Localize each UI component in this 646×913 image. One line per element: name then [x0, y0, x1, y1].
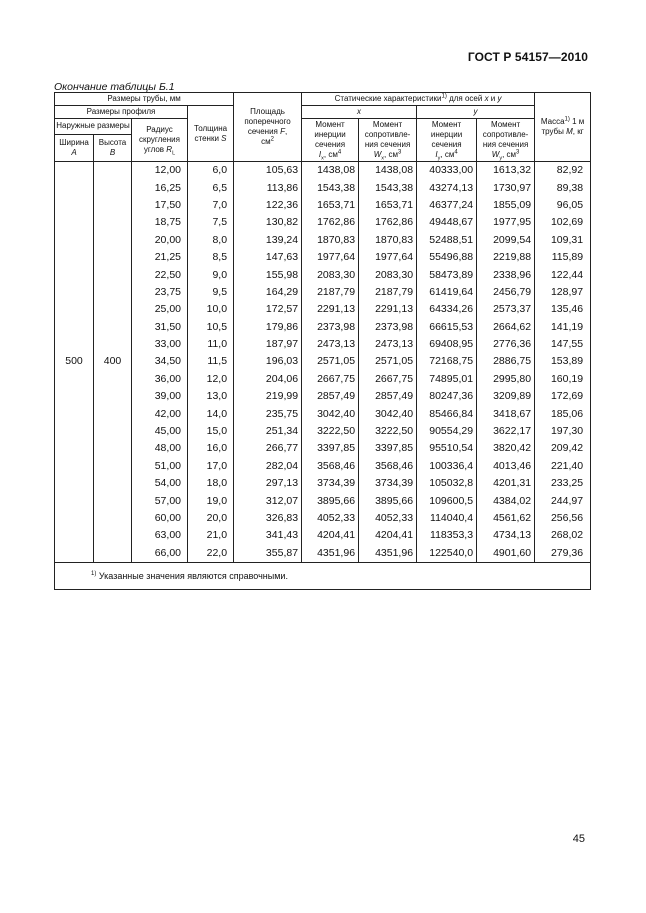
table-cell: 128,97	[535, 284, 591, 301]
table-cell: 3734,39	[302, 475, 359, 492]
table-row	[55, 458, 591, 475]
table-cell: 2857,49	[302, 388, 359, 405]
outer-dimensions-header: Наружные размеры	[55, 119, 132, 135]
table-cell: 244,97	[535, 492, 591, 509]
inertia-x-header: Момент инерции сечения $I_x$, $см^4$	[302, 119, 359, 162]
table-cell: 6,0	[188, 162, 234, 180]
table-cell: 2187,79	[302, 284, 359, 301]
table-cell: 1730,97	[477, 179, 535, 196]
table-cell: 3622,17	[477, 423, 535, 440]
table-cell: 312,07	[234, 492, 302, 509]
table-row	[55, 249, 591, 266]
table-cell: 66,00	[132, 545, 188, 563]
table-cell: 89,38	[535, 179, 591, 196]
table-row	[55, 301, 591, 318]
table-row	[55, 475, 591, 492]
page-number: 45	[572, 833, 585, 845]
table-cell: 7,5	[188, 214, 234, 231]
table-cell: 64334,26	[417, 301, 477, 318]
table-row	[55, 214, 591, 231]
table-cell: 20,0	[188, 510, 234, 527]
table-cell: 1653,71	[302, 197, 359, 214]
table-cell: 2338,96	[477, 266, 535, 283]
table-cell: 82,92	[535, 162, 591, 180]
table-row	[55, 336, 591, 353]
table-cell: 60,00	[132, 510, 188, 527]
table-body	[55, 162, 591, 563]
table-cell: 80247,36	[417, 388, 477, 405]
table-cell: 256,56	[535, 510, 591, 527]
table-cell: 19,0	[188, 492, 234, 509]
table-cell: 21,25	[132, 249, 188, 266]
table-cell: 31,50	[132, 319, 188, 336]
table-cell: 48,00	[132, 440, 188, 457]
table-cell: 2667,75	[302, 371, 359, 388]
table-cell: 4901,60	[477, 545, 535, 563]
table-cell: 2571,05	[302, 353, 359, 370]
table-cell: 2373,98	[359, 319, 417, 336]
table-cell: 2373,98	[302, 319, 359, 336]
table-cell: 102,69	[535, 214, 591, 231]
table-cell: 2573,37	[477, 301, 535, 318]
table-cell: 69408,95	[417, 336, 477, 353]
table-row	[55, 197, 591, 214]
table-cell: 13,0	[188, 388, 234, 405]
table-cell: 105032,8	[417, 475, 477, 492]
inertia-y-header: Момент инерции сечения $I_y$, $см^4$	[417, 119, 477, 162]
table-cell: 100336,4	[417, 458, 477, 475]
table-cell: 8,0	[188, 232, 234, 249]
area-header: Площадь поперечного сечения F, $см^2$	[234, 93, 302, 162]
table-cell: 3042,40	[302, 405, 359, 422]
table-cell: 141,19	[535, 319, 591, 336]
table-row	[55, 371, 591, 388]
table-cell: 3820,42	[477, 440, 535, 457]
table-cell: 2291,13	[302, 301, 359, 318]
table-cell: 4052,33	[302, 510, 359, 527]
table-cell: 113,86	[234, 179, 302, 196]
table-cell: 58473,89	[417, 266, 477, 283]
table-cell: 153,89	[535, 353, 591, 370]
table-cell: 297,13	[234, 475, 302, 492]
table-cell: 2664,62	[477, 319, 535, 336]
table-cell: 7,0	[188, 197, 234, 214]
table-cell: 46377,24	[417, 197, 477, 214]
table-cell: 21,0	[188, 527, 234, 544]
width-header: Ширина A	[55, 134, 94, 161]
table-cell: 233,25	[535, 475, 591, 492]
table-cell: 90554,29	[417, 423, 477, 440]
table-cell: 18,75	[132, 214, 188, 231]
table-cell: 115,89	[535, 249, 591, 266]
width-value: 500	[55, 162, 94, 563]
table-cell: 197,30	[535, 423, 591, 440]
table-cell: 204,06	[234, 371, 302, 388]
table-cell: 268,02	[535, 527, 591, 544]
table-cell: 4052,33	[359, 510, 417, 527]
table-cell: 3418,67	[477, 405, 535, 422]
table-cell: 3568,46	[302, 458, 359, 475]
table-cell: 49448,67	[417, 214, 477, 231]
table-cell: 266,77	[234, 440, 302, 457]
table-cell: 4351,96	[359, 545, 417, 563]
table-cell: 2083,30	[302, 266, 359, 283]
table-cell: 2456,79	[477, 284, 535, 301]
table-row	[55, 319, 591, 336]
table-cell: 12,00	[132, 162, 188, 180]
table-cell: 11,5	[188, 353, 234, 370]
table-cell: 187,97	[234, 336, 302, 353]
table-cell: 1870,83	[302, 232, 359, 249]
table-cell: 1977,64	[302, 249, 359, 266]
table-cell: 235,75	[234, 405, 302, 422]
mass-header: Масса$^{1)}$ 1 м трубы M, кг	[535, 93, 591, 162]
table-cell: 52488,51	[417, 232, 477, 249]
table-cell: 33,00	[132, 336, 188, 353]
table-cell: 2473,13	[359, 336, 417, 353]
table-cell: 20,00	[132, 232, 188, 249]
table-cell: 40333,00	[417, 162, 477, 180]
table-cell: 72168,75	[417, 353, 477, 370]
table-cell: 66615,53	[417, 319, 477, 336]
standard-code: ГОСТ Р 54157—2010	[467, 50, 588, 64]
table-cell: 16,25	[132, 179, 188, 196]
table-cell: 2291,13	[359, 301, 417, 318]
table-cell: 1653,71	[359, 197, 417, 214]
table-cell: 341,43	[234, 527, 302, 544]
table-cell: 4384,02	[477, 492, 535, 509]
table-cell: 36,00	[132, 371, 188, 388]
table-cell: 2187,79	[359, 284, 417, 301]
table-cell: 2667,75	[359, 371, 417, 388]
table-cell: 14,0	[188, 405, 234, 422]
table-row	[55, 492, 591, 509]
table-cell: 3734,39	[359, 475, 417, 492]
table-cell: 43274,13	[417, 179, 477, 196]
table-cell: 34,50	[132, 353, 188, 370]
table-cell: 1977,64	[359, 249, 417, 266]
table-cell: 196,03	[234, 353, 302, 370]
table-cell: 23,75	[132, 284, 188, 301]
axis-x-header: x	[302, 106, 417, 119]
table-row	[55, 388, 591, 405]
resistance-y-header: Момент сопротивле-ния сечения $W_y$, $см^3$	[477, 119, 535, 162]
table-cell: 172,57	[234, 301, 302, 318]
table-cell: 45,00	[132, 423, 188, 440]
radius-header: Радиус скругления углов $R_L$	[132, 119, 188, 162]
table-cell: 114040,4	[417, 510, 477, 527]
table-cell: 96,05	[535, 197, 591, 214]
dimensions-table	[54, 92, 591, 590]
table-cell: 185,06	[535, 405, 591, 422]
table-row	[55, 423, 591, 440]
table-cell: 8,5	[188, 249, 234, 266]
table-row	[55, 266, 591, 283]
table-cell: 122540,0	[417, 545, 477, 563]
table-cell: 2995,80	[477, 371, 535, 388]
table-cell: 4204,41	[302, 527, 359, 544]
table-cell: 172,69	[535, 388, 591, 405]
table-cell: 54,00	[132, 475, 188, 492]
table-cell: 122,44	[535, 266, 591, 283]
table-cell: 1855,09	[477, 197, 535, 214]
table-cell: 135,46	[535, 301, 591, 318]
table-cell: 95510,54	[417, 440, 477, 457]
table-cell: 130,82	[234, 214, 302, 231]
pipe-dimensions-header: Размеры трубы, мм	[55, 93, 234, 106]
table-cell: 221,40	[535, 458, 591, 475]
table-cell: 4351,96	[302, 545, 359, 563]
table-cell: 4201,31	[477, 475, 535, 492]
table-cell: 219,99	[234, 388, 302, 405]
table-cell: 326,83	[234, 510, 302, 527]
table-cell: 25,00	[132, 301, 188, 318]
table-cell: 9,0	[188, 266, 234, 283]
table-cell: 74895,01	[417, 371, 477, 388]
table-cell: 18,0	[188, 475, 234, 492]
table-cell: 355,87	[234, 545, 302, 563]
table-cell: 39,00	[132, 388, 188, 405]
table-cell: 22,50	[132, 266, 188, 283]
table-cell: 2571,05	[359, 353, 417, 370]
table-cell: 2776,36	[477, 336, 535, 353]
table-cell: 4204,41	[359, 527, 417, 544]
resistance-x-header: Момент сопротивле-ния сечения $W_x$, $см^3$	[359, 119, 417, 162]
table-cell: 2083,30	[359, 266, 417, 283]
table-cell: 17,0	[188, 458, 234, 475]
table-cell: 3895,66	[359, 492, 417, 509]
table-cell: 2857,49	[359, 388, 417, 405]
table-cell: 160,19	[535, 371, 591, 388]
table-cell: 1613,32	[477, 162, 535, 180]
table-cell: 10,0	[188, 301, 234, 318]
table-row	[55, 510, 591, 527]
table-cell: 164,29	[234, 284, 302, 301]
table-cell: 109600,5	[417, 492, 477, 509]
table-cell: 12,0	[188, 371, 234, 388]
table-cell: 155,98	[234, 266, 302, 283]
table-cell: 2099,54	[477, 232, 535, 249]
table-cell: 4734,13	[477, 527, 535, 544]
table-cell: 1870,83	[359, 232, 417, 249]
height-header: Высота B	[94, 134, 132, 161]
table-cell: 10,5	[188, 319, 234, 336]
table-cell: 147,55	[535, 336, 591, 353]
table-cell: 3222,50	[302, 423, 359, 440]
table-row	[55, 353, 591, 370]
table-cell: 122,36	[234, 197, 302, 214]
table-cell: 15,0	[188, 423, 234, 440]
table-cell: 85466,84	[417, 405, 477, 422]
table-cell: 3397,85	[302, 440, 359, 457]
table-cell: 51,00	[132, 458, 188, 475]
table-cell: 139,24	[234, 232, 302, 249]
table-cell: 4013,46	[477, 458, 535, 475]
table-cell: 57,00	[132, 492, 188, 509]
table-cell: 3222,50	[359, 423, 417, 440]
table-row	[55, 405, 591, 422]
table-row	[55, 545, 591, 563]
table-cell: 209,42	[535, 440, 591, 457]
table-cell: 118353,3	[417, 527, 477, 544]
table-cell: 282,04	[234, 458, 302, 475]
table-row	[55, 440, 591, 457]
table-cell: 251,34	[234, 423, 302, 440]
static-characteristics-header: Статические характеристики$^{1)}$ для осей x и y	[302, 93, 535, 106]
table-cell: 2473,13	[302, 336, 359, 353]
table-cell: 22,0	[188, 545, 234, 563]
table-cell: 61419,64	[417, 284, 477, 301]
table-cell: 11,0	[188, 336, 234, 353]
table-cell: 63,00	[132, 527, 188, 544]
table-row	[55, 527, 591, 544]
table-cell: 16,0	[188, 440, 234, 457]
table-cell: 3042,40	[359, 405, 417, 422]
table-cell: 9,5	[188, 284, 234, 301]
table-cell: 3397,85	[359, 440, 417, 457]
table-caption: Окончание таблицы Б.1	[54, 81, 175, 93]
table-cell: 147,63	[234, 249, 302, 266]
table-cell: 1543,38	[359, 179, 417, 196]
table-cell: 279,36	[535, 545, 591, 563]
table-cell: 105,63	[234, 162, 302, 180]
table-cell: 1438,08	[359, 162, 417, 180]
table-cell: 1438,08	[302, 162, 359, 180]
table-cell: 3568,46	[359, 458, 417, 475]
table-cell: 1977,95	[477, 214, 535, 231]
table-row	[55, 284, 591, 301]
table-cell: 3209,89	[477, 388, 535, 405]
table-cell: 1762,86	[302, 214, 359, 231]
table-cell: 2886,75	[477, 353, 535, 370]
thickness-header: Толщина стенки S	[188, 106, 234, 162]
axis-y-header: y	[417, 106, 535, 119]
table-cell: 55496,88	[417, 249, 477, 266]
table-cell: 42,00	[132, 405, 188, 422]
table-row	[55, 179, 591, 196]
table-cell: 109,31	[535, 232, 591, 249]
table-cell: 3895,66	[302, 492, 359, 509]
profile-dimensions-header: Размеры профиля	[55, 106, 188, 119]
table-cell: 1762,86	[359, 214, 417, 231]
table-cell: 2219,88	[477, 249, 535, 266]
table-cell: 17,50	[132, 197, 188, 214]
table-cell: 4561,62	[477, 510, 535, 527]
table-row	[55, 232, 591, 249]
height-value: 400	[94, 162, 132, 563]
table-cell: 6,5	[188, 179, 234, 196]
footnote: $^{1)}$ Указанные значения являются справочными.	[55, 562, 591, 589]
table-cell: 179,86	[234, 319, 302, 336]
table-cell: 1543,38	[302, 179, 359, 196]
table-row	[55, 162, 591, 180]
